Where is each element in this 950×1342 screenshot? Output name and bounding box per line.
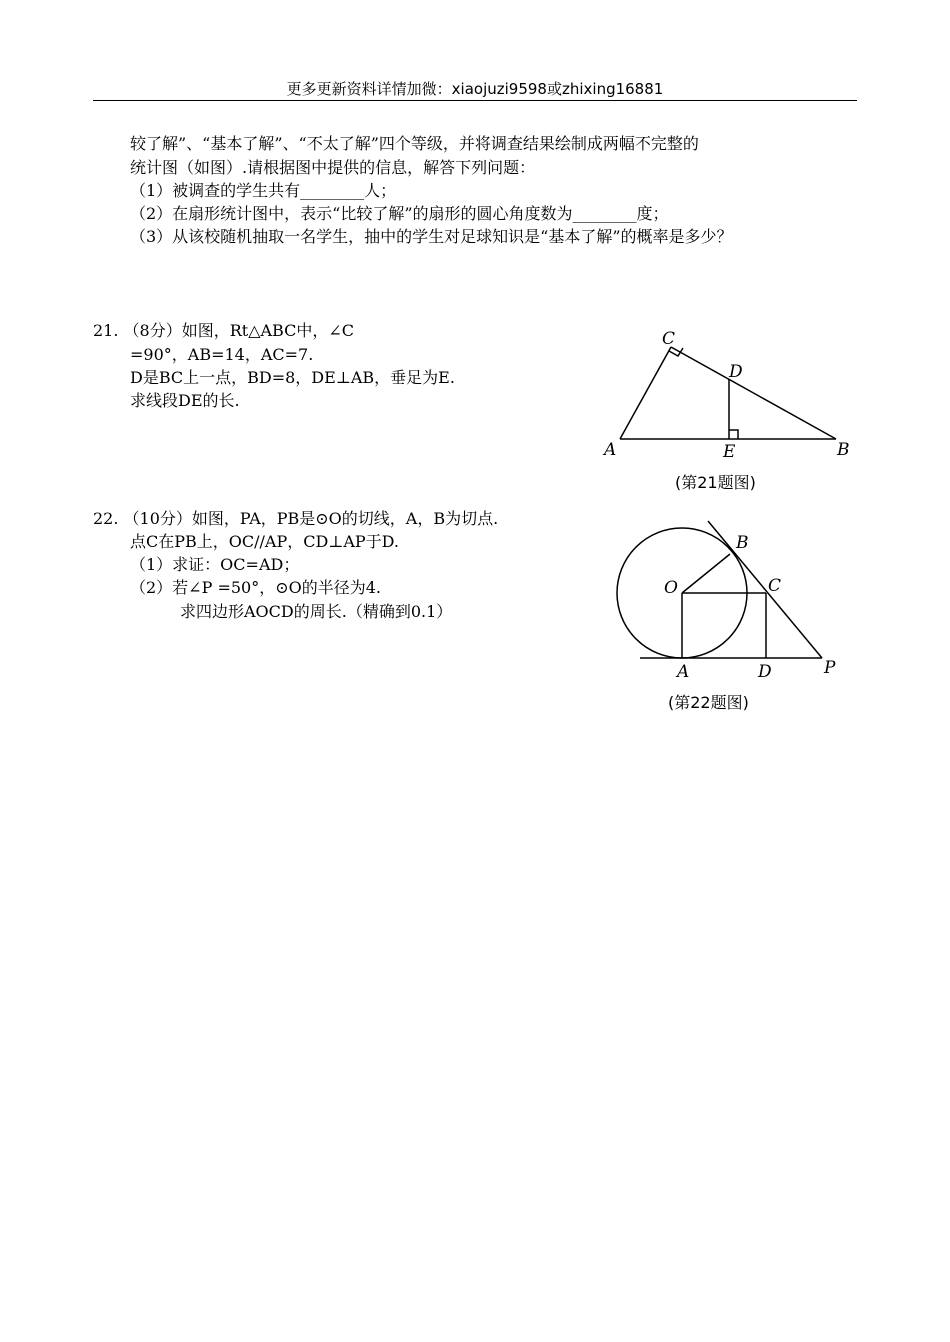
q21-figure-caption: (第21题图)	[675, 473, 756, 492]
label-D: D	[758, 662, 772, 682]
segment-CB	[671, 347, 836, 439]
q22-sub-2: （2）若∠P =50°，⊙O的半径为4.	[130, 578, 381, 597]
right-angle-mark-E	[729, 430, 738, 439]
label-C: C	[768, 576, 782, 596]
segment-AC	[620, 347, 671, 439]
q22-sub-3: 求四边形AOCD的周长.（精确到0.1）	[180, 602, 453, 621]
q21-line-2: =90°，AB=14，AC=7.	[130, 345, 314, 364]
tangent-line-PB	[708, 521, 822, 658]
q21-line-4: 求线段DE的长.	[130, 391, 240, 410]
q20-line-1: 较了解”、“基本了解”、“不太了解”四个等级，并将调查结果绘制成两幅不完整的	[130, 134, 699, 153]
label-C: C	[662, 329, 676, 349]
label-A: A	[604, 440, 617, 460]
q22-circle-figure	[600, 518, 850, 688]
q20-line-2: 统计图（如图）.请根据图中提供的信息，解答下列问题：	[130, 158, 536, 177]
q21-triangle-figure	[595, 325, 865, 465]
header-divider	[93, 100, 857, 101]
q20-sub-3: （3）从该校随机抽取一名学生，抽中的学生对足球知识是“基本了解”的概率是多少？	[130, 227, 733, 246]
q22-figure-caption: (第22题图)	[668, 693, 749, 712]
label-A: A	[677, 662, 690, 682]
q22-sub-1: （1）求证：OC=AD；	[130, 555, 300, 574]
page-header: 更多更新资料详情加微：xiaojuzi9598或zhixing16881	[286, 80, 664, 98]
label-E: E	[723, 442, 736, 462]
q21-line-1: 21. （8分）如图，Rt△ABC中，∠C	[93, 321, 354, 340]
label-B: B	[837, 440, 850, 460]
segment-OB	[682, 554, 730, 593]
label-O: O	[664, 578, 678, 598]
q22-line-1: 22. （10分）如图，PA，PB是⊙O的切线，A，B为切点.	[93, 509, 499, 528]
q20-sub-1: （1）被调查的学生共有________人；	[130, 181, 397, 200]
label-B: B	[736, 533, 749, 553]
label-D: D	[729, 362, 743, 382]
q21-line-3: D是BC上一点，BD=8，DE⊥AB，垂足为E.	[130, 368, 455, 387]
q22-line-2: 点C在PB上，OC//AP，CD⊥AP于D.	[130, 532, 400, 551]
q20-sub-2: （2）在扇形统计图中，表示“比较了解”的扇形的圆心角度数为________度；	[130, 204, 669, 223]
label-P: P	[824, 658, 836, 678]
